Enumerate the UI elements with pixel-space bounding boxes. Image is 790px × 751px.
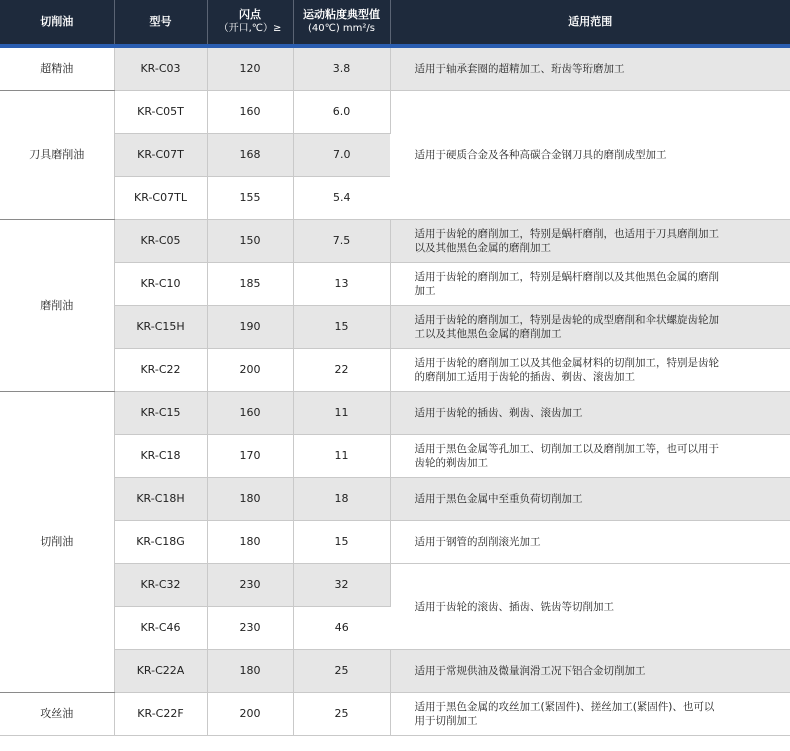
- usage-cell: 适用于常规供油及微量润滑工况下铝合金切削加工: [390, 650, 790, 693]
- usage-cell: 适用于黑色金属的攻丝加工(紧固件)、搓丝加工(紧固件)、也可以用于切削加工: [390, 693, 790, 736]
- model-cell: KR-C32: [114, 564, 207, 607]
- header-visc-title: 运动粘度典型值: [303, 8, 380, 21]
- usage-cell: 适用于齿轮的滚齿、插齿、铣齿等切削加工: [390, 564, 790, 650]
- model-cell: KR-C22: [114, 349, 207, 392]
- model-cell: KR-C10: [114, 263, 207, 306]
- flash-cell: 170: [207, 435, 293, 478]
- table-row: [0, 263, 790, 306]
- flash-cell: 180: [207, 478, 293, 521]
- table-row: [0, 220, 790, 263]
- model-cell: KR-C15H: [114, 306, 207, 349]
- visc-cell: 18: [293, 478, 390, 521]
- visc-cell: 15: [293, 521, 390, 564]
- header-flash-title: 闪点: [239, 8, 261, 21]
- flash-cell: 180: [207, 521, 293, 564]
- group-label: 刀具磨削油: [0, 91, 114, 220]
- flash-cell: 150: [207, 220, 293, 263]
- usage-cell: 适用于硬质合金及各种高碳合金钢刀具的磨削成型加工: [390, 91, 790, 220]
- model-cell: KR-C18: [114, 435, 207, 478]
- header-usage: 适用范围: [390, 0, 790, 46]
- model-cell: KR-C07T: [114, 134, 207, 177]
- table-header: [0, 0, 790, 46]
- flash-cell: 180: [207, 650, 293, 693]
- header-model: 型号: [114, 0, 207, 46]
- visc-cell: 22: [293, 349, 390, 392]
- table-row: [0, 478, 790, 521]
- model-cell: KR-C05: [114, 220, 207, 263]
- flash-cell: 190: [207, 306, 293, 349]
- visc-cell: 13: [293, 263, 390, 306]
- visc-cell: 6.0: [293, 91, 390, 134]
- table-row: [0, 650, 790, 693]
- usage-cell: 适用于齿轮的磨削加工以及其他金属材料的切削加工，特别是齿轮的磨削加工适用于齿轮的插齿、剃齿、滚齿加工: [390, 349, 790, 392]
- table-row: [0, 349, 790, 392]
- flash-cell: 200: [207, 349, 293, 392]
- table-row: [0, 306, 790, 349]
- group-label: 攻丝油: [0, 693, 114, 736]
- model-cell: KR-C22A: [114, 650, 207, 693]
- flash-cell: 200: [207, 693, 293, 736]
- usage-cell: 适用于齿轮的插齿、剃齿、滚齿加工: [390, 392, 790, 435]
- visc-cell: 15: [293, 306, 390, 349]
- group-label: 超精油: [0, 46, 114, 91]
- header-flash-unit: （开口,℃）≥: [218, 23, 282, 34]
- table-row: [0, 46, 790, 91]
- model-cell: KR-C15: [114, 392, 207, 435]
- visc-cell: 11: [293, 392, 390, 435]
- table-row: [0, 91, 790, 134]
- table-row: [0, 392, 790, 435]
- header-visc-unit: (40℃) mm²/s: [307, 23, 375, 34]
- visc-cell: 11: [293, 435, 390, 478]
- usage-cell: 适用于齿轮的磨削加工，特别是齿轮的成型磨削和伞状螺旋齿轮加工以及其他黑色金属的磨削加工: [390, 306, 790, 349]
- visc-cell: 3.8: [293, 46, 390, 91]
- model-cell: KR-C22F: [114, 693, 207, 736]
- model-cell: KR-C07TL: [114, 177, 207, 220]
- header-viscosity: [293, 0, 390, 46]
- flash-cell: 160: [207, 392, 293, 435]
- usage-cell: 适用于齿轮的磨削加工，特别是蜗杆磨削以及其他黑色金属的磨削加工: [390, 263, 790, 306]
- flash-cell: 230: [207, 564, 293, 607]
- group-label: 切削油: [0, 392, 114, 693]
- visc-cell: 5.4: [293, 177, 390, 220]
- usage-cell: 适用于轴承套圈的超精加工、珩齿等珩磨加工: [390, 46, 790, 91]
- usage-cell: 适用于黑色金属中至重负荷切削加工: [390, 478, 790, 521]
- header-flash-point: [207, 0, 293, 46]
- model-cell: KR-C46: [114, 607, 207, 650]
- model-cell: KR-C18G: [114, 521, 207, 564]
- group-label: 磨削油: [0, 220, 114, 392]
- visc-cell: 7.5: [293, 220, 390, 263]
- visc-cell: 25: [293, 650, 390, 693]
- visc-cell: 25: [293, 693, 390, 736]
- flash-cell: 185: [207, 263, 293, 306]
- header-category: 切削油: [0, 0, 114, 46]
- flash-cell: 160: [207, 91, 293, 134]
- visc-cell: 32: [293, 564, 390, 607]
- model-cell: KR-C18H: [114, 478, 207, 521]
- usage-cell: 适用于钢管的刮削滚光加工: [390, 521, 790, 564]
- flash-cell: 230: [207, 607, 293, 650]
- model-cell: KR-C05T: [114, 91, 207, 134]
- model-cell: KR-C03: [114, 46, 207, 91]
- flash-cell: 168: [207, 134, 293, 177]
- visc-cell: 46: [293, 607, 390, 650]
- table-row: [0, 693, 790, 736]
- flash-cell: 120: [207, 46, 293, 91]
- usage-cell: 适用于齿轮的磨削加工，特别是蜗杆磨削，也适用于刀具磨削加工以及其他黑色金属的磨削加工: [390, 220, 790, 263]
- table-row: [0, 564, 790, 607]
- table-row: [0, 521, 790, 564]
- visc-cell: 7.0: [293, 134, 390, 177]
- flash-cell: 155: [207, 177, 293, 220]
- usage-cell: 适用于黑色金属等孔加工、切削加工以及磨削加工等，也可以用于齿轮的剃齿加工: [390, 435, 790, 478]
- table-row: [0, 435, 790, 478]
